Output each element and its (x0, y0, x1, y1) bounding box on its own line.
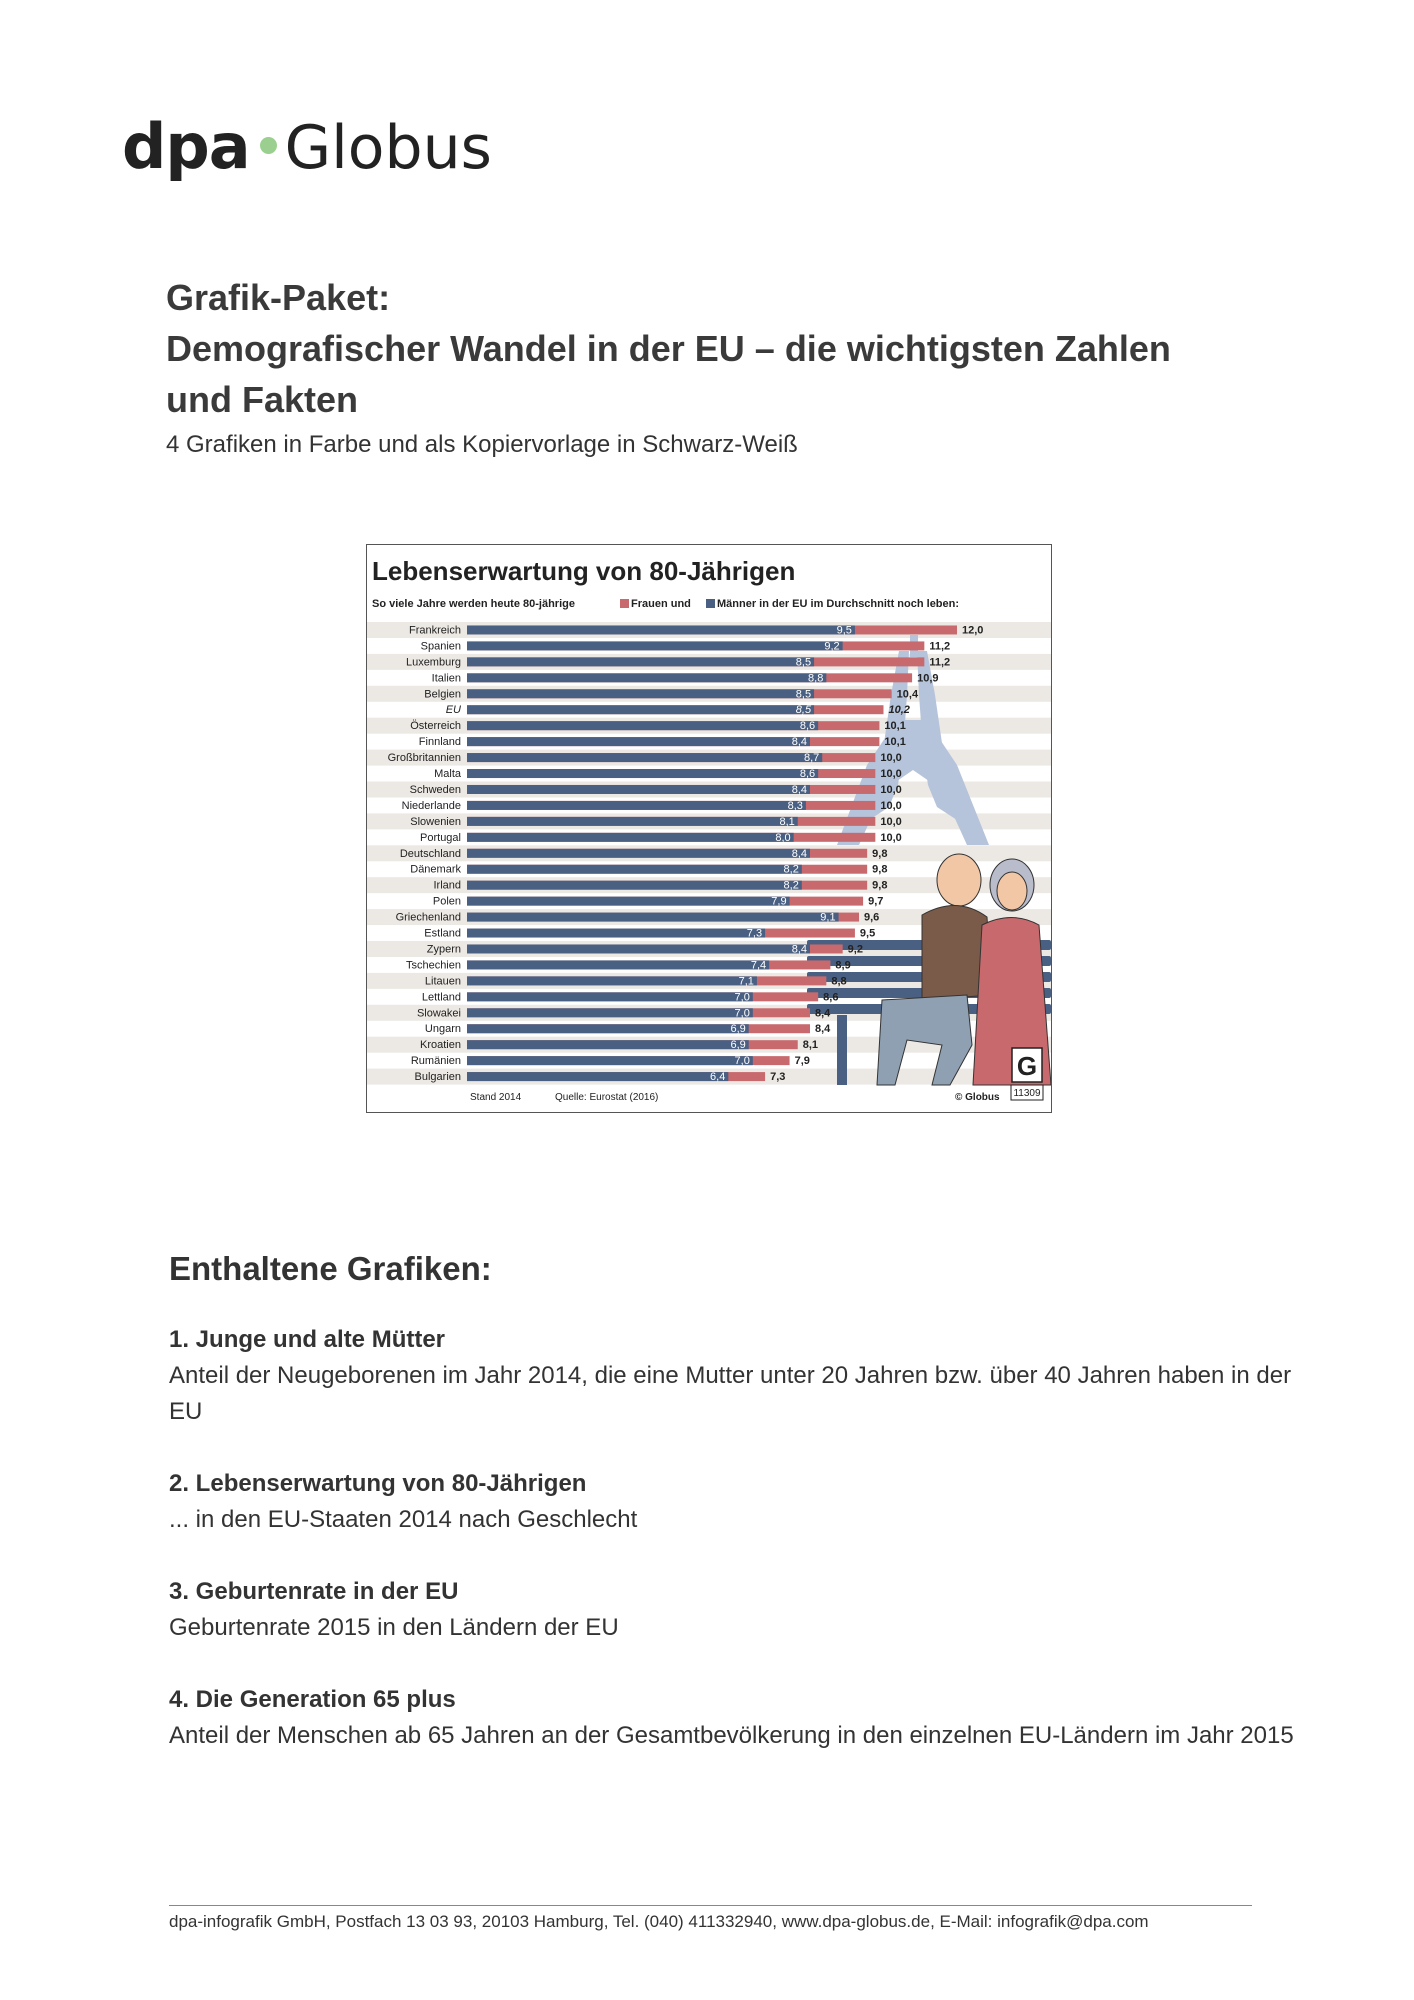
category-label: Zypern (426, 943, 461, 956)
item-title: 2. Lebenserwartung von 80-Jährigen (169, 1470, 587, 1497)
women-value-label: 10,1 (884, 720, 906, 733)
women-value-label: 8,1 (802, 1039, 819, 1052)
bar-men (467, 1055, 753, 1068)
item-description: Anteil der Menschen ab 65 Jahren an der Gesamtbevölkerung in den einzelnen EU-Ländern im Jahr 2015 (169, 1722, 1294, 1749)
bar-men (467, 656, 814, 669)
women-value-label: 9,6 (864, 911, 880, 924)
women-value-label: 10,0 (880, 768, 902, 781)
category-label: Bulgarien (414, 1071, 461, 1084)
men-value-label: 8,2 (783, 863, 799, 876)
bar-men (467, 752, 822, 765)
women-value-label: 7,3 (770, 1071, 786, 1084)
women-value-label: 9,5 (859, 927, 876, 940)
men-value-label: 8,4 (791, 736, 807, 749)
category-label: Großbritannien (387, 752, 461, 765)
women-value-label: 10,0 (880, 799, 902, 812)
woman-head-illustration (997, 872, 1027, 910)
chart-subtitle-prefix: So viele Jahre werden heute 80-jährige (372, 598, 575, 610)
man-head-illustration (937, 854, 981, 906)
women-value-label: 10,9 (917, 672, 939, 685)
title-line-1: Grafik-Paket: (166, 277, 391, 318)
women-value-label: 8,6 (823, 991, 839, 1004)
bar-men (467, 736, 810, 749)
graphic-number: 11309 (1013, 1088, 1041, 1099)
men-value-label: 8,8 (808, 672, 824, 685)
category-label: Dänemark (410, 863, 461, 876)
men-value-label: 8,4 (791, 943, 807, 956)
men-value-label: 7,9 (771, 895, 787, 908)
category-label: EU (445, 704, 461, 717)
bar-men (467, 929, 765, 938)
bar-men (467, 672, 826, 685)
bar-men (467, 833, 794, 842)
men-value-label: 9,5 (836, 624, 852, 637)
item-title: 1. Junge und alte Mütter (169, 1326, 446, 1353)
category-label: Luxemburg (405, 656, 461, 669)
chart-svg (367, 545, 1051, 1112)
women-value-label: 10,0 (880, 815, 902, 828)
women-value-label: 12,0 (962, 624, 984, 637)
page-header (166, 272, 1316, 459)
women-value-label: 8,4 (815, 1007, 831, 1020)
women-value-label: 11,2 (929, 656, 951, 669)
bar-men (467, 768, 818, 781)
women-value-label: 9,8 (872, 879, 888, 892)
category-label: Litauen (424, 975, 461, 988)
bar-men (467, 865, 802, 874)
category-label: Niederlande (401, 799, 461, 812)
contents-item-3 (169, 1574, 1309, 1646)
women-value-label: 8,8 (831, 975, 847, 988)
bar-men (467, 704, 814, 717)
category-label: Griechenland (395, 911, 461, 924)
bar-men (467, 801, 806, 810)
men-value-label: 8,6 (799, 768, 816, 781)
category-label: Kroatien (420, 1039, 461, 1052)
category-label: Österreich (410, 720, 461, 733)
bar-men (467, 1039, 749, 1052)
bar-men (467, 720, 818, 733)
women-value-label: 10,4 (896, 688, 919, 701)
men-value-label: 9,1 (820, 911, 836, 924)
men-value-label: 7,0 (734, 1007, 750, 1020)
bar-men (467, 1071, 728, 1084)
men-value-label: 7,0 (734, 991, 750, 1004)
bar-men (467, 688, 814, 701)
women-value-label: 10,0 (880, 783, 902, 796)
men-value-label: 6,9 (730, 1023, 746, 1036)
category-label: Frankreich (409, 624, 461, 637)
category-label: Slowenien (410, 815, 461, 828)
bar-men (467, 881, 802, 890)
contents-item-1 (169, 1322, 1309, 1430)
page-title (166, 272, 1316, 425)
women-value-label: 10,2 (888, 704, 910, 717)
contents-item-4 (169, 1682, 1309, 1754)
women-value-label: 10,0 (880, 752, 902, 765)
category-label: Portugal (420, 831, 461, 844)
men-value-label: 8,1 (779, 815, 795, 828)
item-description: Anteil der Neugeborenen im Jahr 2014, die eine Mutter unter 20 Jahren bzw. über 40 Jahren haben in der EU (169, 1362, 1292, 1425)
men-value-label: 8,5 (795, 656, 812, 669)
men-value-label: 8,0 (775, 831, 791, 844)
bench-leg (837, 1015, 847, 1085)
logo-dpa-text: dpa (122, 110, 250, 183)
category-label: Ungarn (424, 1023, 461, 1036)
men-value-label: 8,4 (791, 847, 807, 860)
legend-women-label: Frauen und (631, 598, 691, 610)
legend-men-swatch (706, 599, 715, 608)
category-label: Slowakei (416, 1007, 461, 1020)
title-line-2: Demografischer Wandel in der EU – die wichtigsten Zahlen (166, 328, 1171, 369)
page-subtitle: 4 Grafiken in Farbe und als Kopiervorlage in Schwarz-Weiß (166, 431, 798, 458)
legend-women-swatch (620, 599, 629, 608)
title-line-3: und Fakten (166, 379, 359, 420)
item-description: ... in den EU-Staaten 2014 nach Geschlecht (169, 1506, 638, 1533)
category-label: Belgien (424, 688, 461, 701)
women-value-label: 8,4 (815, 1023, 831, 1036)
bar-men (467, 849, 810, 858)
men-value-label: 8,3 (787, 799, 803, 812)
category-label: Irland (433, 879, 461, 892)
category-label: Schweden (409, 783, 461, 796)
men-value-label: 8,6 (799, 720, 816, 733)
men-value-label: 6,4 (710, 1071, 726, 1084)
men-value-label: 6,9 (730, 1039, 746, 1052)
contents-item-2 (169, 1466, 1309, 1538)
men-value-label: 9,2 (824, 640, 840, 653)
bar-men (467, 959, 769, 972)
item-title: 3. Geburtenrate in der EU (169, 1578, 459, 1605)
logo-globus-text: Globus (284, 113, 492, 183)
category-label: Rumänien (410, 1055, 461, 1068)
bar-men (467, 1007, 753, 1020)
legend-men-label: Männer in der EU im Durchschnitt noch leben: (717, 598, 960, 610)
item-description: Geburtenrate 2015 in den Ländern der EU (169, 1614, 619, 1641)
men-value-label: 8,5 (795, 704, 812, 717)
bar-men (467, 991, 753, 1004)
logo-dot (260, 137, 277, 154)
globus-logo-letter: G (1016, 1051, 1038, 1081)
women-value-label: 10,1 (884, 736, 906, 749)
category-label: Finnland (418, 736, 461, 749)
bar-men (467, 897, 790, 906)
bar-men (467, 913, 839, 922)
men-value-label: 7,0 (734, 1055, 750, 1068)
bar-men (467, 640, 843, 653)
footer-contact: dpa-infografik GmbH, Postfach 13 03 93, 20103 Hamburg, Tel. (040) 411332940, www.dpa-globus.de, E-Mail: infografik@dpa.com (169, 1912, 1149, 1931)
category-label: Deutschland (399, 847, 461, 860)
category-label: Estland (424, 927, 461, 940)
chart-stand-label: Stand 2014 (470, 1092, 522, 1103)
bar-men (467, 975, 757, 988)
category-label: Polen (432, 895, 461, 908)
bar-men (467, 785, 810, 794)
women-value-label: 11,2 (929, 640, 951, 653)
men-value-label: 8,2 (783, 879, 799, 892)
contents-section (169, 1250, 1309, 1790)
women-value-label: 9,7 (868, 895, 884, 908)
men-value-label: 7,1 (738, 975, 754, 988)
item-title: 4. Die Generation 65 plus (169, 1686, 456, 1713)
dpa-globus-logo (122, 88, 492, 183)
bar-men (467, 1023, 749, 1036)
bar-men (467, 817, 798, 826)
women-value-label: 10,0 (880, 831, 902, 844)
bar-men (467, 943, 810, 956)
life-expectancy-chart (366, 544, 1052, 1113)
men-value-label: 8,4 (791, 783, 807, 796)
bar-men (467, 624, 855, 637)
chart-copyright-label: © Globus (955, 1092, 1000, 1103)
men-value-label: 8,7 (803, 752, 820, 765)
women-value-label: 9,2 (847, 943, 863, 956)
men-value-label: 7,4 (750, 959, 767, 972)
category-label: Lettland (421, 991, 461, 1004)
category-label: Malta (434, 768, 461, 781)
category-label: Italien (431, 672, 461, 685)
footer-divider (169, 1905, 1252, 1906)
women-value-label: 9,8 (872, 847, 888, 860)
contents-heading: Enthaltene Grafiken: (169, 1250, 492, 1287)
men-value-label: 7,3 (746, 927, 763, 940)
chart-title: Lebenserwartung von 80-Jährigen (372, 556, 796, 586)
category-label: Spanien (420, 640, 461, 653)
chart-source-label: Quelle: Eurostat (2016) (555, 1092, 659, 1103)
women-value-label: 7,9 (794, 1055, 810, 1068)
men-value-label: 8,5 (795, 688, 812, 701)
women-value-label: 9,8 (872, 863, 888, 876)
women-value-label: 8,9 (835, 959, 851, 972)
category-label: Tschechien (405, 959, 461, 972)
